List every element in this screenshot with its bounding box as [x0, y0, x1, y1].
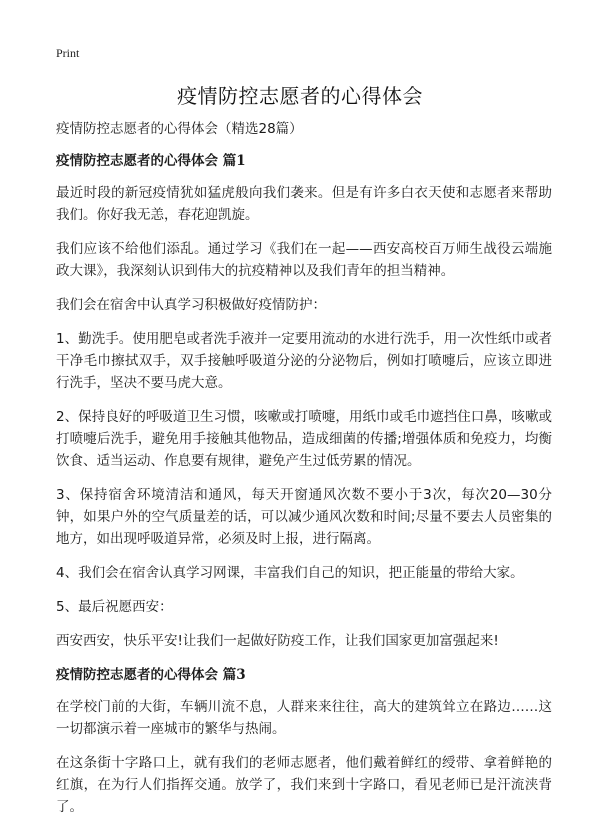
section-heading: 疫情防控志愿者的心得体会 篇3: [56, 667, 246, 683]
list-item-paragraph: 1、勤洗手。使用肥皂或者洗手液并一定要用流动的水进行洗手，用一次性纸巾或者干净毛巾擦拭双手，双手接触呼吸道分泌的分泌物后，例如打喷嚏后，应该立即进行洗手，坚决不要马虎大意。: [56, 331, 552, 391]
list-item-paragraph: 3、保持宿舍环境清洁和通风，每天开窗通风次数不要小于3次，每次20—30分钟，如果户外的空气质量差的话，可以减少通风次数和时间;尽量不要去人员密集的地方，如出现呼吸道异常，必须及时上报，进行隔离。: [56, 487, 552, 547]
section-heading: 疫情防控志愿者的心得体会 篇1: [56, 153, 246, 169]
paragraph: 最近时段的新冠疫情犹如猛虎般向我们袭来。但是有许多白衣天使和志愿者来帮助我们。你好我无恙，春花迎凯旋。: [56, 185, 552, 223]
list-item-paragraph: 2、保持良好的呼吸道卫生习惯，咳嗽或打喷嚏，用纸巾或毛巾遮挡住口鼻，咳嗽或打喷嚏后洗手，避免用手接触其他物品，造成细菌的传播;增强体质和免疫力，均衡饮食、适当运动、作息要有规律，避免产生过低劳累的情况。: [56, 409, 552, 469]
list-item-paragraph: 5、最后祝愿西安：: [56, 599, 173, 615]
paragraph: 我们应该不给他们添乱。通过学习《我们在一起——西安高校百万师生战役云端施政大课》，我深刻认识到伟大的抗疫精神以及我们青年的担当精神。: [56, 241, 552, 279]
list-item-paragraph: 4、我们会在宿舍认真学习网课，丰富我们自己的知识，把正能量的带给大家。: [56, 565, 524, 581]
paragraph: 在这条街十字路口上，就有我们的老师志愿者，他们戴着鲜红的绶带、拿着鲜艳的红旗，在为行人们指挥交通。放学了，我们来到十字路口，看见老师已是汗流浃背了。: [56, 755, 552, 815]
section-3: [56, 664, 552, 818]
section-1: [56, 150, 552, 652]
document-subtitle: 疫情防控志愿者的心得体会（精选28篇）: [56, 121, 303, 137]
page-title: 疫情防控志愿者的心得体会: [177, 84, 423, 108]
print-link[interactable]: Print: [56, 46, 80, 60]
paragraph: 西安西安，快乐平安!让我们一起做好防疫工作，让我们国家更加富强起来!: [56, 633, 499, 649]
document-body: [56, 118, 552, 828]
paragraph: 我们会在宿舍中认真学习积极做好疫情防护：: [56, 297, 326, 313]
paragraph: 在学校门前的大街，车辆川流不息，人群来来往往，高大的建筑耸立在路边……这一切都演示着一座城市的繁华与热闹。: [56, 699, 552, 737]
